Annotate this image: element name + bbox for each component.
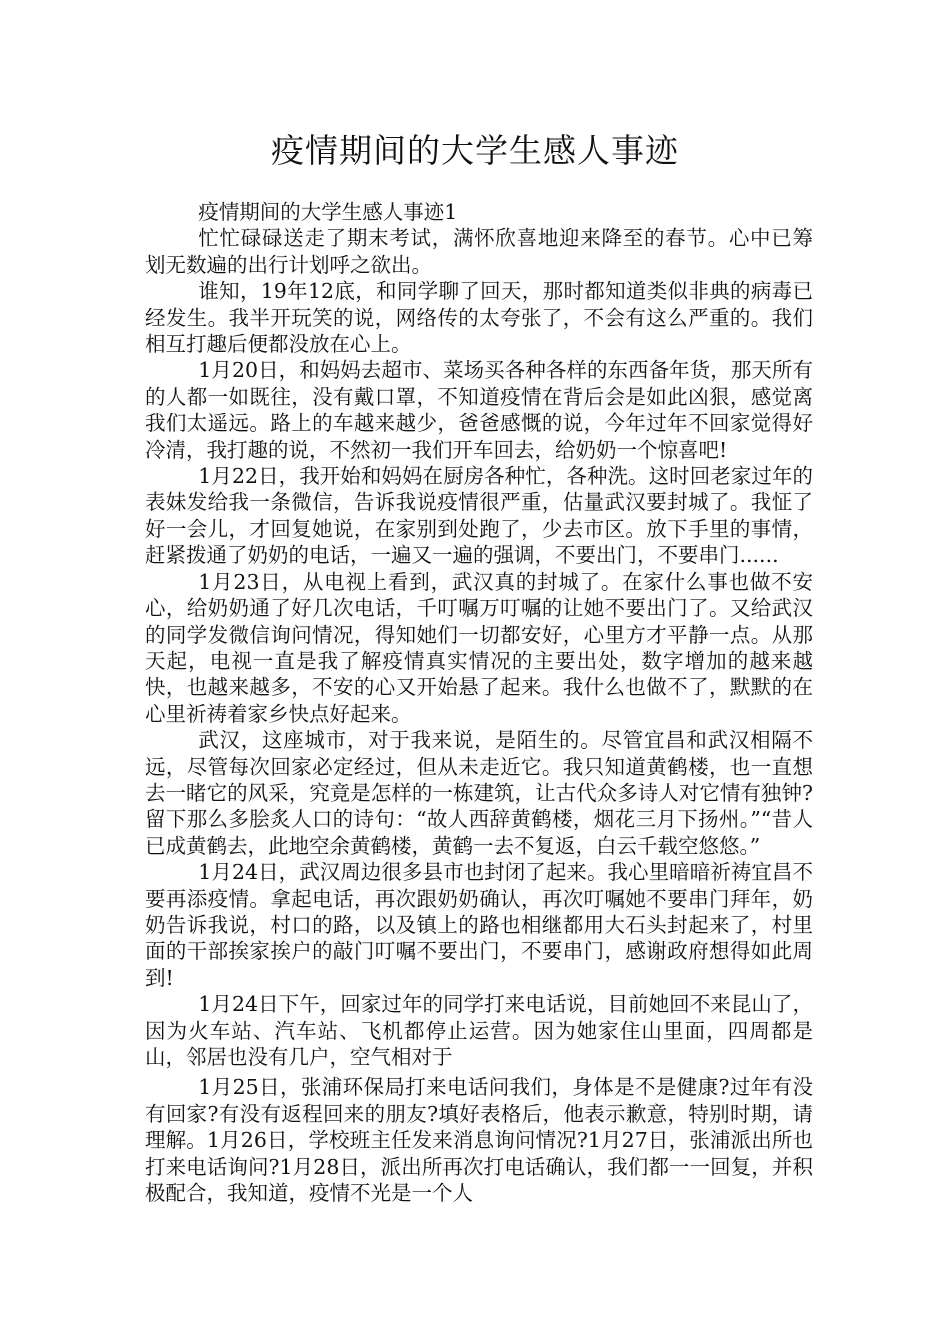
paragraph-6: 武汉，这座城市，对于我来说，是陌生的。尽管宜昌和武汉相隔不远，尽管每次回家必定经过，但从未走近它。我只知道黄鹤楼，也一直想去一睹它的风采，究竟是怎样的一栋建筑，让古代众多诗人对它情有独钟?留下那么多脍炙人口的诗句：“故人西辞黄鹤楼，烟花三月下扬州。”“昔人已成黄鹤去，此地空余黄鹤楼，黄鹤一去不复返，白云千载空悠悠。” xyxy=(145,728,813,858)
document-body xyxy=(145,199,813,1206)
section-heading: 疫情期间的大学生感人事迹1 xyxy=(198,200,458,224)
paragraph-7: 1月24日，武汉周边很多县市也封闭了起来。我心里暗暗祈祷宜昌不要再添疫情。拿起电话，再次跟奶奶确认，再次叮嘱她不要串门拜年，奶奶告诉我说，村口的路，以及镇上的路也相继都用大石头封起来了，村里面的干部挨家挨户的敲门叮嘱不要出门，不要串门，感谢政府想得如此周到! xyxy=(145,860,813,990)
paragraph-8: 1月24日下午，回家过年的同学打来电话说，目前她回不来昆山了，因为火车站、汽车站、飞机都停止运营。因为她家住山里面，四周都是山，邻居也没有几户，空气相对于 xyxy=(145,992,813,1069)
paragraph-4: 1月22日，我开始和妈妈在厨房各种忙，各种洗。这时回老家过年的表妹发给我一条微信，告诉我说疫情很严重，估量武汉要封城了。我怔了好一会儿，才回复她说，在家别到处跑了，少去市区。放下手里的事情，赶紧拨通了奶奶的电话，一遍又一遍的强调，不要出门，不要串门...... xyxy=(145,464,813,568)
paragraph-9: 1月25日，张浦环保局打来电话问我们，身体是不是健康?过年有没有回家?有没有返程回来的朋友?填好表格后，他表示歉意，特别时期，请理解。1月26日，学校班主任发来消息询问情况?1月27日，张浦派出所也打来电话询问?1月28日，派出所再次打电话确认，我们都一一回复，并积极配合，我知道，疫情不光是一个人 xyxy=(145,1075,813,1206)
paragraph-3: 1月20日，和妈妈去超市、菜场买各种各样的东西备年货，那天所有的人都一如既往，没有戴口罩，不知道疫情在背后会是如此凶狠，感觉离我们太遥远。路上的车越来越少，爸爸感慨的说，今年过年不回家觉得好冷清，我打趣的说，不然初一我们开车回去，给奶奶一个惊喜吧! xyxy=(145,358,813,462)
paragraph-5: 1月23日，从电视上看到，武汉真的封城了。在家什么事也做不安心，给奶奶通了好几次电话，千叮嘱万叮嘱的让她不要出门了。又给武汉的同学发微信询问情况，得知她们一切都安好，心里方才平静一点。从那天起，电视一直是我了解疫情真实情况的主要出处，数字增加的越来越快，也越来越多，不安的心又开始悬了起来。我什么也做不了，默默的在心里祈祷着家乡快点好起来。 xyxy=(145,569,813,726)
paragraph-1: 忙忙碌碌送走了期末考试，满怀欣喜地迎来降至的春节。心中已筹划无数遍的出行计划呼之欲出。 xyxy=(145,226,813,277)
document-title: 疫情期间的大学生感人事迹 xyxy=(271,131,679,170)
paragraph-2: 谁知，19年12底，和同学聊了回天，那时都知道类似非典的病毒已经发生。我半开玩笑的说，网络传的太夸张了，不会有这么严重的。我们相互打趣后便都没放在心上。 xyxy=(145,279,813,357)
